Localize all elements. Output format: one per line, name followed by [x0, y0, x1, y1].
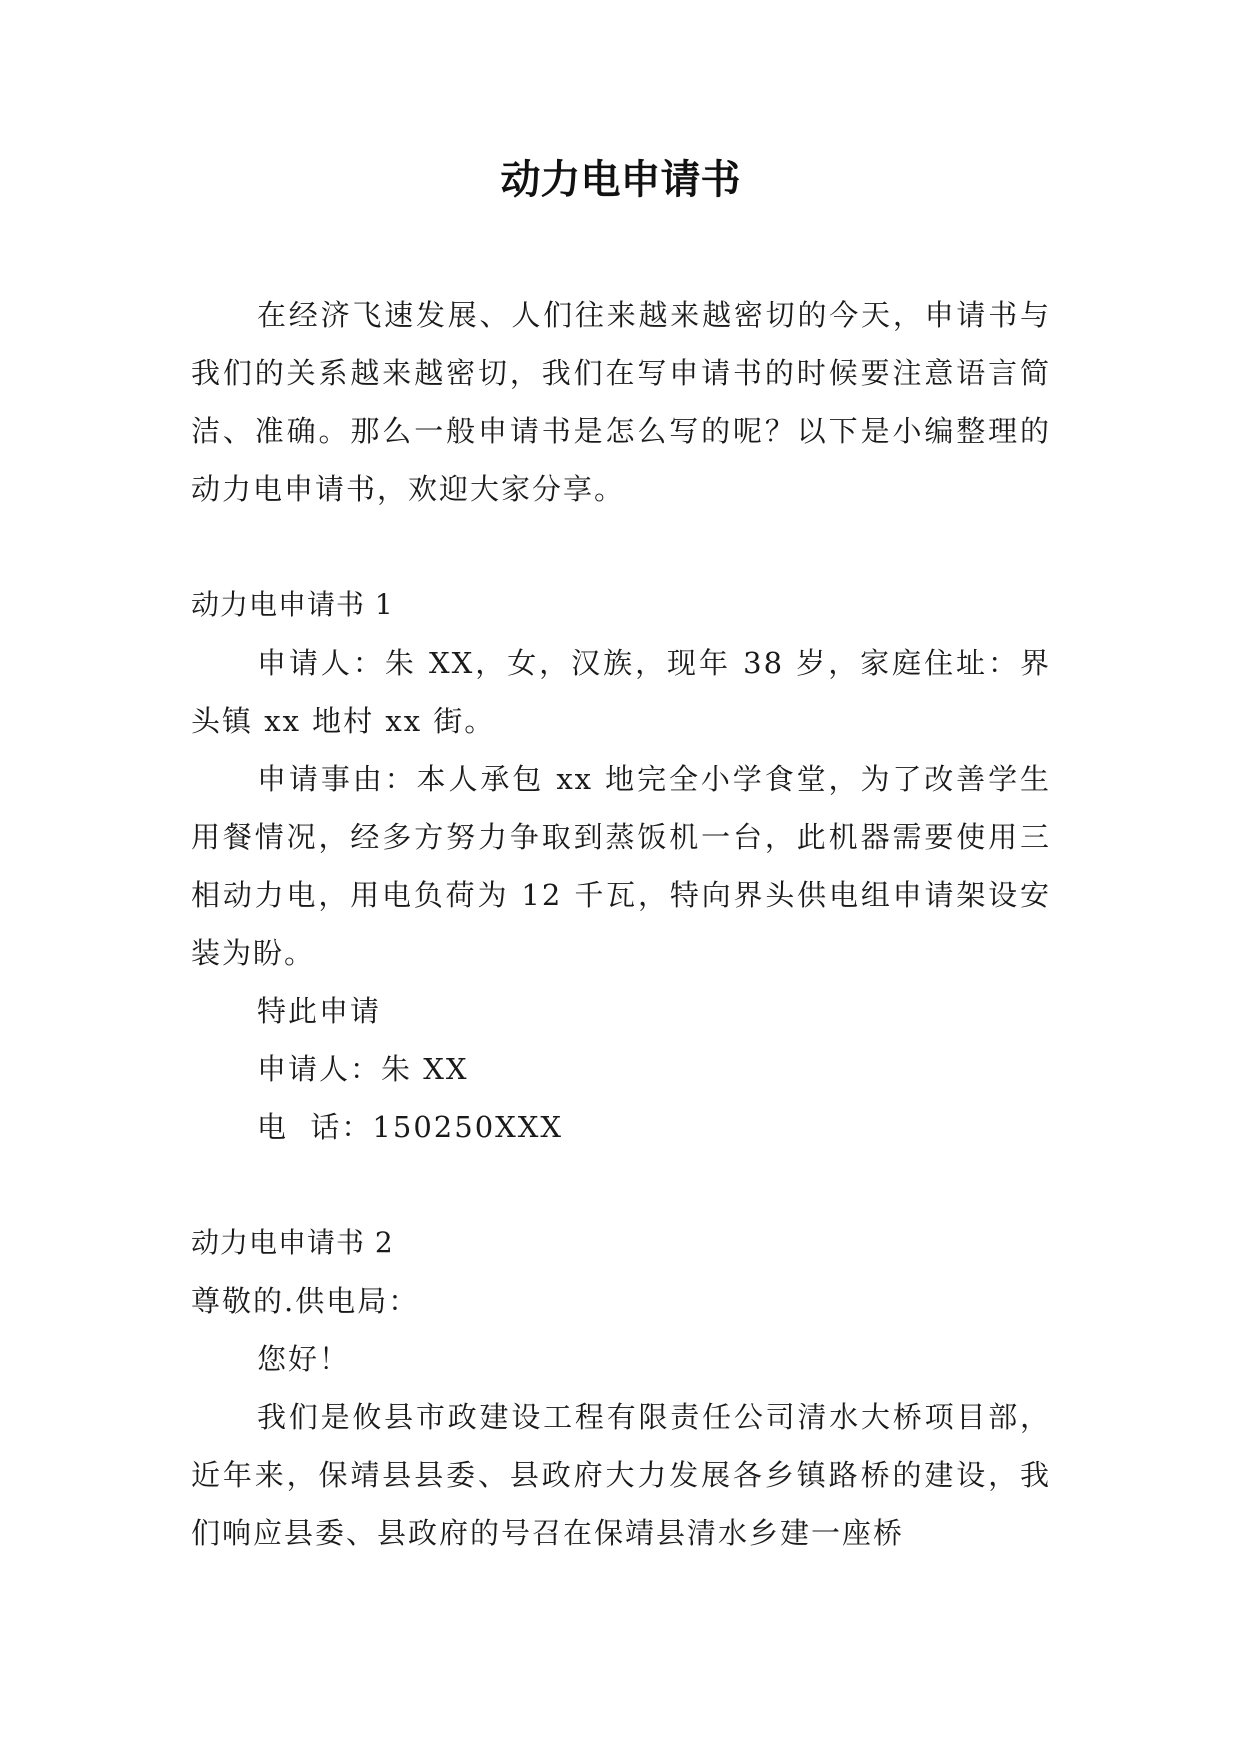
- document-title: 动力电申请书: [500, 157, 741, 203]
- section-2-paragraph-1: 我们是攸县市政建设工程有限责任公司清水大桥项目部，近年来，保靖县县委、县政府大力发展各乡镇路桥的建设，我们响应县委、县政府的号召在保靖县清水乡建一座桥: [191, 1400, 1051, 1550]
- section-1-heading: 动力电申请书 1: [191, 588, 394, 621]
- reason-paragraph: 申请事由：本人承包 xx 地完全小学食堂，为了改善学生用餐情况，经多方努力争取到蒸饭机一台，此机器需要使用三相动力电，用电负荷为 12 千瓦，特向界头供电组申请架设安装为盼。: [191, 762, 1051, 970]
- greeting-line: 您好！: [257, 1342, 351, 1376]
- spacer: [191, 1156, 1051, 1214]
- document-body: [191, 286, 1051, 1562]
- salutation-line: 尊敬的.供电局：: [191, 1284, 420, 1318]
- signature-line: 申请人：朱 XX: [257, 1052, 469, 1086]
- phone-line: 电 话：150250XXX: [257, 1110, 564, 1144]
- section-2-heading: 动力电申请书 2: [191, 1226, 394, 1259]
- intro-paragraph: 在经济飞速发展、人们往来越来越密切的今天，申请书与我们的关系越来越密切，我们在写申请书的时候要注意语言简洁、准确。那么一般申请书是怎么写的呢？以下是小编整理的动力电申请书，欢迎大家分享。: [191, 298, 1051, 506]
- applicant-info-paragraph: 申请人：朱 XX，女，汉族，现年 38 岁，家庭住址：界头镇 xx 地村 xx 街。: [191, 646, 1051, 738]
- closing-line: 特此申请: [257, 994, 382, 1028]
- spacer: [191, 518, 1051, 576]
